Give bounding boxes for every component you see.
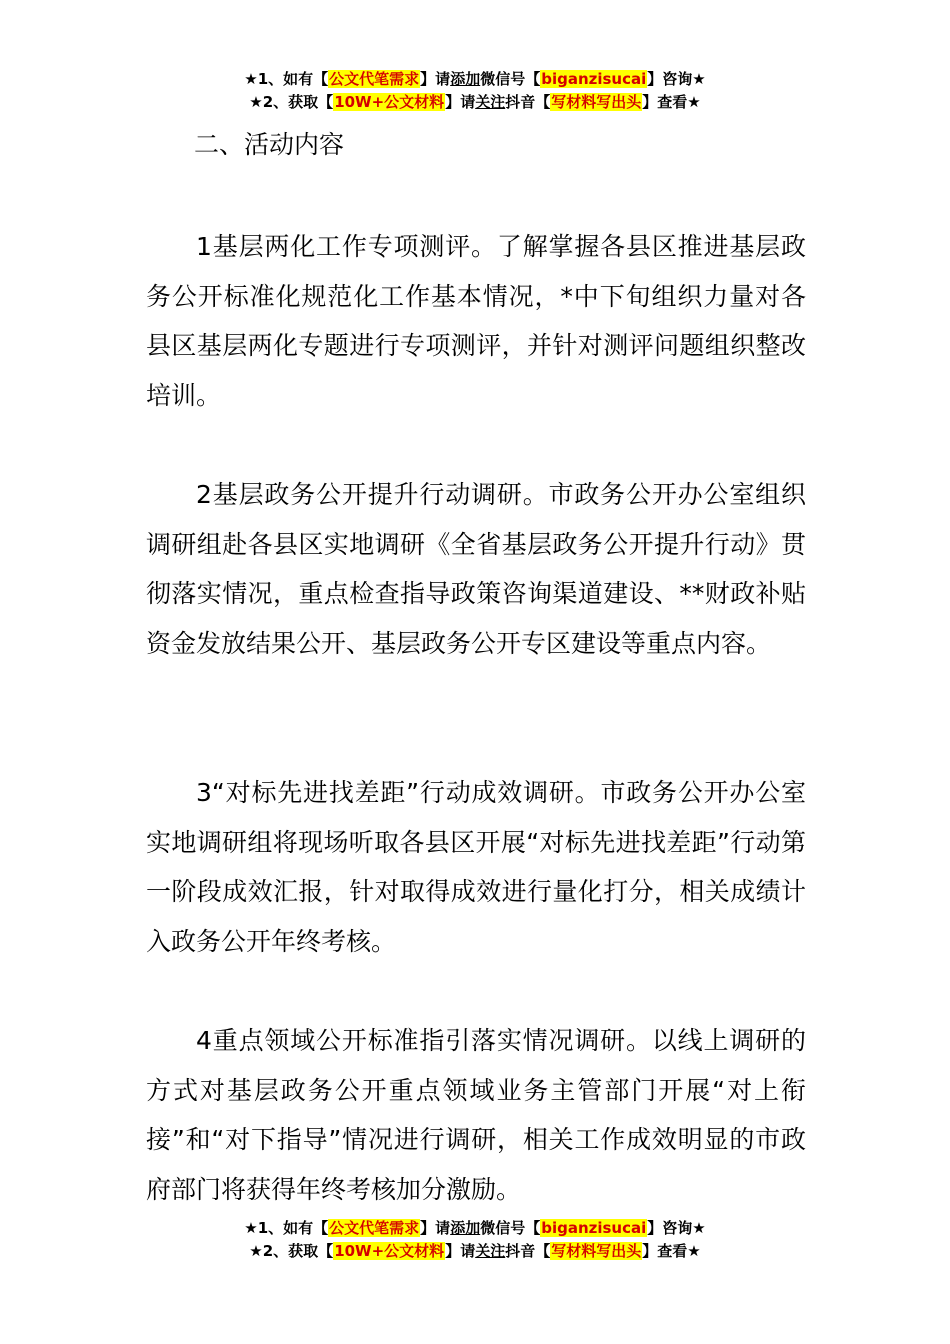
promo-text: 】查看★ [642, 93, 701, 111]
promo-text: 】咨询★ [647, 70, 706, 88]
footer-promo-banner [0, 1217, 950, 1263]
promo-text: 抖音【 [505, 93, 551, 111]
promo-text: ★2、获取【 [249, 1242, 334, 1260]
promo-line-1 [0, 68, 950, 91]
promo-text: 】咨询★ [647, 1219, 706, 1237]
promo-underlined: 添加 [450, 1219, 481, 1237]
section-heading: 二、活动内容 [194, 130, 345, 159]
promo-text: ★1、如有【 [244, 70, 329, 88]
promo-line-2 [0, 1240, 950, 1263]
promo-highlight: 10W+公文材料 [334, 93, 445, 111]
promo-text: 】查看★ [642, 1242, 701, 1260]
promo-douyin-account: 写材料写出头 [551, 1242, 642, 1260]
promo-text: 】请 [420, 1219, 451, 1237]
promo-text: ★1、如有【 [244, 1219, 329, 1237]
promo-text: 】请 [445, 1242, 476, 1260]
promo-text: 抖音【 [505, 1242, 551, 1260]
promo-text: 微信号【 [480, 1219, 541, 1237]
promo-text: 】请 [420, 70, 451, 88]
promo-underlined: 关注 [475, 1242, 506, 1260]
promo-highlight: 10W+公文材料 [334, 1242, 445, 1260]
promo-text: ★2、获取【 [249, 93, 334, 111]
paragraph-3: 3“对标先进找差距”行动成效调研。市政务公开办公室实地调研组将现场听取各县区开展“对标先进找差距”行动第一阶段成效汇报，针对取得成效进行量化打分，相关成绩计入政务公开年终考核。 [146, 778, 806, 956]
promo-highlight: 公文代笔需求 [329, 1219, 420, 1237]
promo-underlined: 关注 [475, 93, 506, 111]
paragraph-4: 4重点领域公开标准指引落实情况调研。以线上调研的方式对基层政务公开重点领域业务主管部门开展“对上衔接”和“对下指导”情况进行调研，相关工作成效明显的市政府部门将获得年终考核加分激励。 [146, 1026, 806, 1204]
promo-text: 】请 [445, 93, 476, 111]
promo-highlight: 公文代笔需求 [329, 70, 420, 88]
promo-underlined: 添加 [450, 70, 481, 88]
promo-text: 微信号【 [480, 70, 541, 88]
promo-wechat-id: biganzisucai [541, 1219, 647, 1237]
promo-wechat-id: biganzisucai [541, 70, 647, 88]
paragraph-2: 2基层政务公开提升行动调研。市政务公开办公室组织调研组赴各县区实地调研《全省基层政务公开提升行动》贯彻落实情况，重点检查指导政策咨询渠道建设、**财政补贴资金发放结果公开、基层政务公开专区建设等重点内容。 [146, 480, 806, 658]
paragraph-1: 1基层两化工作专项测评。了解掌握各县区推进基层政务公开标准化规范化工作基本情况，*中下旬组织力量对各县区基层两化专题进行专项测评，并针对测评问题组织整改培训。 [146, 232, 806, 410]
promo-line-2 [0, 91, 950, 114]
promo-douyin-account: 写材料写出头 [551, 93, 642, 111]
promo-line-1 [0, 1217, 950, 1240]
header-promo-banner [0, 68, 950, 114]
